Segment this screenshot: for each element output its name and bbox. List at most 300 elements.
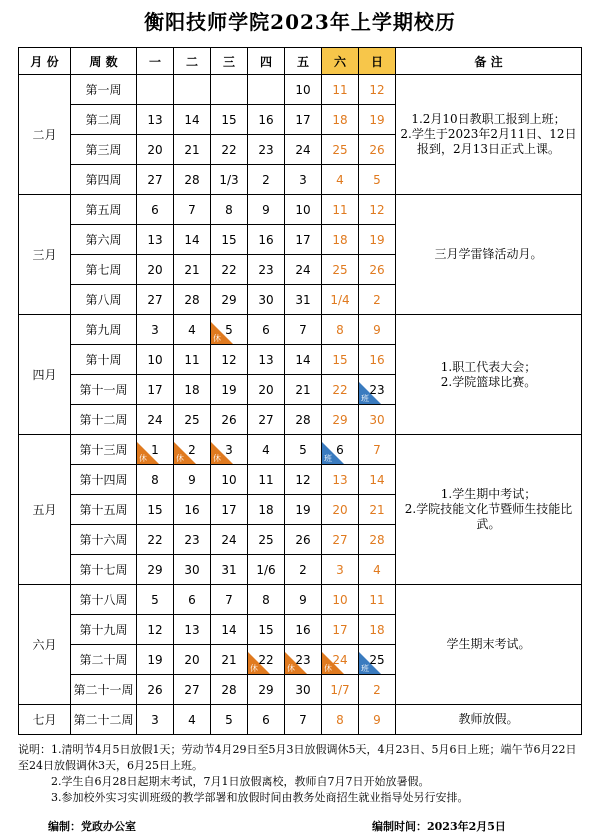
day-cell [359, 75, 396, 105]
day-cell [322, 135, 359, 165]
day-number: 26 [369, 142, 385, 157]
day-number: 19 [369, 232, 385, 247]
note-line: 教师放假。 [458, 712, 519, 726]
flag-label: 休 [213, 454, 221, 463]
day-number: 10 [332, 592, 348, 607]
day-cell [322, 315, 359, 345]
day-cell [137, 195, 174, 225]
day-number: 18 [258, 502, 274, 517]
flag-label: 班 [361, 394, 369, 403]
day-number: 21 [369, 502, 385, 517]
flag-label: 休 [213, 334, 221, 343]
day-cell [137, 435, 174, 465]
day-number: 9 [299, 592, 307, 607]
day-cell [359, 405, 396, 435]
day-cell [137, 105, 174, 135]
day-cell [211, 195, 248, 225]
day-number: 16 [184, 502, 200, 517]
day-number: 15 [221, 112, 237, 127]
day-number: 30 [258, 292, 274, 307]
day-cell [248, 495, 285, 525]
footer-line: 2.学生自6月28日起期末考试，7月1日放假离校，教师自7月7日开始放暑假。 [18, 775, 430, 788]
header-notes: 备 注 [396, 48, 582, 75]
day-cell [359, 285, 396, 315]
flag-label: 班 [324, 454, 332, 463]
day-number: 6 [151, 202, 159, 217]
day-number: 29 [221, 292, 237, 307]
notes-cell [396, 435, 582, 585]
day-cell [211, 465, 248, 495]
day-cell [248, 345, 285, 375]
day-number: 24 [147, 412, 163, 427]
notes-cell [396, 705, 582, 735]
week-row [19, 195, 582, 225]
day-number: 16 [258, 112, 274, 127]
day-cell [174, 165, 211, 195]
day-cell [137, 555, 174, 585]
week-label: 第八周 [71, 285, 137, 315]
note-line: 学生期末考试。 [446, 637, 531, 651]
day-cell [137, 675, 174, 705]
day-cell [285, 675, 322, 705]
day-cell [322, 345, 359, 375]
day-cell [211, 405, 248, 435]
day-cell [359, 255, 396, 285]
day-number: 12 [221, 352, 237, 367]
day-number: 23 [184, 532, 200, 547]
header-day: 五 [285, 48, 322, 75]
header-day: 一 [137, 48, 174, 75]
day-cell [322, 285, 359, 315]
day-number: 16 [258, 232, 274, 247]
day-number: 14 [184, 112, 200, 127]
week-label: 第十九周 [71, 615, 137, 645]
day-cell [248, 705, 285, 735]
day-number: 15 [258, 622, 274, 637]
day-cell [137, 465, 174, 495]
day-cell [322, 435, 359, 465]
day-cell [211, 675, 248, 705]
notes-cell [396, 315, 582, 435]
day-cell [248, 165, 285, 195]
day-cell [285, 525, 322, 555]
day-number: 7 [373, 442, 381, 457]
day-number: 24 [295, 142, 311, 157]
day-cell [211, 705, 248, 735]
day-number: 3 [336, 562, 344, 577]
day-cell [174, 465, 211, 495]
day-number: 28 [295, 412, 311, 427]
day-cell [248, 435, 285, 465]
day-number: 3 [151, 322, 159, 337]
day-cell [359, 165, 396, 195]
day-cell [174, 585, 211, 615]
day-cell [285, 405, 322, 435]
day-number: 15 [221, 232, 237, 247]
day-cell [248, 225, 285, 255]
day-cell [322, 105, 359, 135]
week-label: 第十二周 [71, 405, 137, 435]
week-row [19, 705, 582, 735]
day-cell [174, 495, 211, 525]
day-cell [285, 375, 322, 405]
week-label: 第十六周 [71, 525, 137, 555]
day-number: 2 [262, 172, 270, 187]
day-number: 19 [221, 382, 237, 397]
day-number: 21 [295, 382, 311, 397]
day-cell [174, 135, 211, 165]
footer-notes [18, 742, 583, 806]
day-cell [211, 135, 248, 165]
month-cell: 五月 [19, 435, 71, 585]
week-label: 第十八周 [71, 585, 137, 615]
day-number: 4 [188, 712, 196, 727]
day-number: 19 [295, 502, 311, 517]
week-label: 第十三周 [71, 435, 137, 465]
day-number: 11 [184, 352, 200, 367]
day-cell [137, 75, 174, 105]
notes-cell [396, 585, 582, 705]
day-number: 28 [184, 292, 200, 307]
day-number: 2 [299, 562, 307, 577]
day-number: 7 [188, 202, 196, 217]
day-number: 28 [184, 172, 200, 187]
week-label: 第二十一周 [71, 675, 137, 705]
footer-line: 说明：1.清明节4月5日放假1天；劳动节4月29日至5月3日放假调休5天，4月23日、5月6日上班；端午节6月22日至24日放假调休3天，6月25日上班。 [18, 743, 577, 772]
day-cell [322, 225, 359, 255]
week-row [19, 585, 582, 615]
day-cell [322, 525, 359, 555]
day-cell [322, 75, 359, 105]
day-number: 4 [262, 442, 270, 457]
day-cell [248, 195, 285, 225]
compiler-label: 编制：党政办公室 [48, 820, 136, 833]
day-number: 12 [147, 622, 163, 637]
day-cell [174, 195, 211, 225]
day-number: 1/6 [256, 562, 276, 577]
week-label: 第十周 [71, 345, 137, 375]
flag-label: 休 [139, 454, 147, 463]
header-day-sat: 六 [322, 48, 359, 75]
flag-label: 休 [287, 664, 295, 673]
week-label: 第五周 [71, 195, 137, 225]
day-number: 13 [258, 352, 274, 367]
day-number: 5 [225, 322, 233, 337]
day-cell [359, 675, 396, 705]
header-month: 月 份 [19, 48, 71, 75]
day-cell [322, 165, 359, 195]
day-cell [359, 555, 396, 585]
day-cell [211, 585, 248, 615]
day-number: 31 [221, 562, 237, 577]
day-number: 24 [221, 532, 237, 547]
day-number: 1/3 [219, 172, 239, 187]
day-cell [285, 435, 322, 465]
day-cell [285, 645, 322, 675]
day-number: 20 [147, 262, 163, 277]
header-day: 二 [174, 48, 211, 75]
day-cell [359, 525, 396, 555]
day-number: 30 [295, 682, 311, 697]
day-number: 31 [295, 292, 311, 307]
day-number: 18 [332, 112, 348, 127]
day-cell [322, 465, 359, 495]
day-number: 3 [151, 712, 159, 727]
flag-label: 休 [324, 664, 332, 673]
day-number: 18 [184, 382, 200, 397]
day-cell [174, 705, 211, 735]
day-number: 22 [221, 142, 237, 157]
day-number: 9 [188, 472, 196, 487]
week-label: 第四周 [71, 165, 137, 195]
day-number: 25 [332, 142, 348, 157]
day-cell [285, 165, 322, 195]
day-cell [285, 105, 322, 135]
day-number: 27 [147, 292, 163, 307]
note-line: 2.学院技能文化节暨师生技能比武。 [404, 502, 573, 531]
day-cell [322, 615, 359, 645]
day-cell [211, 285, 248, 315]
day-cell [137, 165, 174, 195]
day-cell [248, 615, 285, 645]
footer-line: 3.参加校外实习实训班级的教学部署和放假时间由教务处商招生就业指导处另行安排。 [18, 791, 469, 804]
day-cell [137, 255, 174, 285]
day-cell [248, 555, 285, 585]
day-number: 26 [147, 682, 163, 697]
header-day: 四 [248, 48, 285, 75]
day-cell [285, 75, 322, 105]
day-cell [285, 495, 322, 525]
note-line: 1.学生期中考试； [440, 487, 537, 501]
day-cell [211, 165, 248, 195]
day-number: 13 [147, 232, 163, 247]
day-cell [322, 555, 359, 585]
calendar-body [19, 75, 582, 735]
day-number: 6 [262, 712, 270, 727]
note-line: 2.学院篮球比赛。 [440, 374, 537, 389]
day-cell [174, 285, 211, 315]
day-number: 18 [332, 232, 348, 247]
day-cell [211, 105, 248, 135]
day-cell [174, 645, 211, 675]
day-number: 5 [225, 712, 233, 727]
week-label: 第十一周 [71, 375, 137, 405]
day-number: 8 [225, 202, 233, 217]
day-cell [285, 225, 322, 255]
day-cell [137, 315, 174, 345]
day-number: 14 [369, 472, 385, 487]
day-number: 1 [151, 442, 159, 457]
day-number: 7 [299, 712, 307, 727]
week-label: 第三周 [71, 135, 137, 165]
day-number: 12 [369, 202, 385, 217]
month-cell: 四月 [19, 315, 71, 435]
day-number: 23 [258, 262, 274, 277]
day-cell [174, 675, 211, 705]
day-number: 25 [258, 532, 274, 547]
day-number: 8 [336, 322, 344, 337]
day-number: 28 [221, 682, 237, 697]
day-cell [248, 315, 285, 345]
day-cell [285, 615, 322, 645]
day-number: 9 [373, 322, 381, 337]
week-label: 第七周 [71, 255, 137, 285]
day-number: 22 [147, 532, 163, 547]
day-number: 10 [147, 352, 163, 367]
day-cell [174, 345, 211, 375]
week-row [19, 75, 582, 105]
day-number: 27 [332, 532, 348, 547]
day-number: 5 [151, 592, 159, 607]
week-label: 第六周 [71, 225, 137, 255]
day-cell [174, 375, 211, 405]
day-number: 17 [221, 502, 237, 517]
day-cell [285, 465, 322, 495]
day-number: 2 [188, 442, 196, 457]
week-label: 第二周 [71, 105, 137, 135]
day-cell [248, 525, 285, 555]
day-number: 6 [262, 322, 270, 337]
day-number: 23 [295, 652, 311, 667]
day-cell [174, 225, 211, 255]
week-label: 第十四周 [71, 465, 137, 495]
day-number: 4 [336, 172, 344, 187]
month-cell: 三月 [19, 195, 71, 315]
day-number: 5 [373, 172, 381, 187]
day-cell [211, 495, 248, 525]
day-number: 17 [295, 232, 311, 247]
day-number: 26 [369, 262, 385, 277]
day-number: 13 [147, 112, 163, 127]
day-number: 5 [299, 442, 307, 457]
day-cell [322, 645, 359, 675]
day-cell [322, 585, 359, 615]
day-number: 8 [262, 592, 270, 607]
day-number: 27 [258, 412, 274, 427]
day-number: 14 [221, 622, 237, 637]
week-label: 第二十二周 [71, 705, 137, 735]
day-number: 22 [221, 262, 237, 277]
day-number: 9 [373, 712, 381, 727]
day-cell [359, 615, 396, 645]
page-title: 衡阳技师学院2023年上学期校历 [144, 10, 456, 34]
day-number: 11 [258, 472, 274, 487]
day-number: 17 [147, 382, 163, 397]
day-cell [359, 105, 396, 135]
day-cell [248, 405, 285, 435]
day-cell [248, 255, 285, 285]
day-cell [174, 555, 211, 585]
day-number: 13 [184, 622, 200, 637]
day-number: 20 [258, 382, 274, 397]
day-cell [359, 315, 396, 345]
day-cell [359, 135, 396, 165]
month-cell: 七月 [19, 705, 71, 735]
day-cell [137, 285, 174, 315]
day-cell [174, 435, 211, 465]
day-number: 17 [295, 112, 311, 127]
day-number: 10 [295, 82, 311, 97]
day-cell [248, 375, 285, 405]
day-cell [248, 285, 285, 315]
day-cell [322, 705, 359, 735]
day-cell [211, 345, 248, 375]
day-cell [211, 555, 248, 585]
day-cell [248, 135, 285, 165]
compile-date: 编制时间：2023年2月5日 [372, 820, 506, 833]
day-number: 22 [332, 382, 348, 397]
day-number: 26 [295, 532, 311, 547]
day-cell [211, 645, 248, 675]
day-cell [137, 405, 174, 435]
flag-label: 班 [361, 664, 369, 673]
day-cell [137, 525, 174, 555]
week-label: 第二十周 [71, 645, 137, 675]
day-number: 20 [147, 142, 163, 157]
day-number: 1/4 [330, 292, 350, 307]
day-cell [248, 645, 285, 675]
day-number: 11 [332, 82, 348, 97]
day-number: 27 [147, 172, 163, 187]
day-cell [211, 375, 248, 405]
day-number: 2 [373, 682, 381, 697]
day-cell [174, 75, 211, 105]
day-number: 10 [295, 202, 311, 217]
day-cell [322, 675, 359, 705]
header-day-sun: 日 [359, 48, 396, 75]
month-cell: 六月 [19, 585, 71, 705]
day-number: 4 [188, 322, 196, 337]
day-number: 21 [184, 262, 200, 277]
day-cell [285, 585, 322, 615]
day-number: 23 [258, 142, 274, 157]
day-cell [137, 375, 174, 405]
day-number: 11 [332, 202, 348, 217]
day-number: 4 [373, 562, 381, 577]
day-cell [174, 255, 211, 285]
day-number: 7 [225, 592, 233, 607]
day-number: 15 [147, 502, 163, 517]
day-cell [285, 315, 322, 345]
day-number: 21 [221, 652, 237, 667]
day-cell [248, 675, 285, 705]
day-number: 6 [336, 442, 344, 457]
note-line: 1.职工代表大会； [440, 359, 537, 374]
day-cell [211, 75, 248, 105]
day-number: 30 [369, 412, 385, 427]
day-number: 10 [221, 472, 237, 487]
day-number: 29 [147, 562, 163, 577]
day-cell [285, 195, 322, 225]
notes-cell [396, 195, 582, 315]
flag-label: 休 [250, 664, 258, 673]
day-cell [248, 585, 285, 615]
day-number: 25 [184, 412, 200, 427]
week-row [19, 315, 582, 345]
week-label: 第九周 [71, 315, 137, 345]
day-number: 8 [336, 712, 344, 727]
day-cell [285, 285, 322, 315]
day-cell [211, 225, 248, 255]
day-cell [359, 585, 396, 615]
day-cell [248, 465, 285, 495]
day-cell [359, 645, 396, 675]
day-number: 14 [295, 352, 311, 367]
day-cell [285, 255, 322, 285]
day-number: 16 [295, 622, 311, 637]
day-number: 9 [262, 202, 270, 217]
day-cell [137, 585, 174, 615]
